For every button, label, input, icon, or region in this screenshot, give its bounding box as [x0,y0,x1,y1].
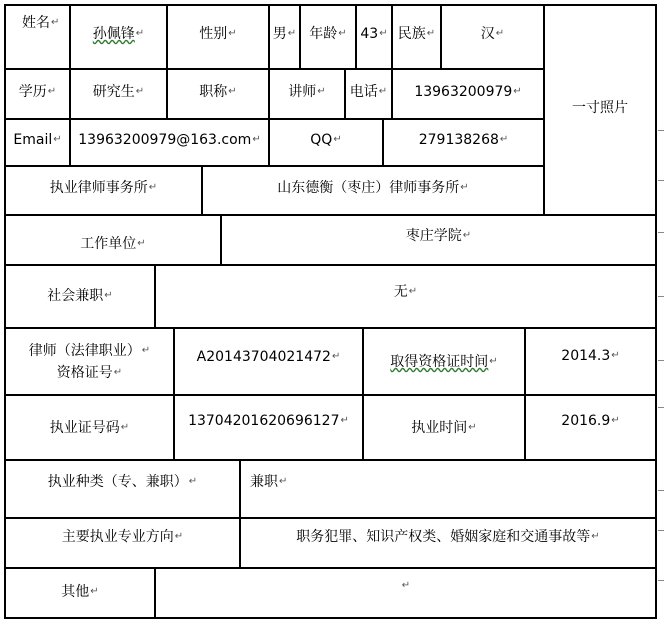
ethnicity-value: 汉 ↵ [480,26,505,42]
email-label: Email ↵ [13,132,62,148]
margin-mark [658,180,664,181]
cert-time-label: 取得资格证时间 ↵ [390,354,498,370]
row-divider [4,459,656,461]
specialty-label: 主要执业专业方向 ↵ [61,529,184,545]
row-divider [4,327,656,329]
margin-mark [658,296,664,297]
margin-mark [658,530,664,531]
row-divider [4,567,656,569]
row-divider [4,118,544,120]
cert-time-value: 2014.3 ↵ [561,348,620,364]
practice-type-label: 执业种类（专、兼职） ↵ [47,474,198,490]
margin-mark [658,232,664,233]
margin-mark [658,130,664,131]
age-label: 年龄 ↵ [309,26,347,42]
phone-label: 电话 ↵ [349,84,388,100]
education-label: 学历 ↵ [18,84,57,100]
table-border-right [655,4,657,619]
other-label: 其他 ↵ [61,584,99,600]
margin-mark [658,580,664,581]
phone-value: 13963200979 ↵ [414,84,522,100]
table-border-top [4,4,656,6]
margin-mark [658,490,664,491]
cert-value: A20143704021472 ↵ [196,349,341,365]
license-value: 13704201620696127 ↵ [188,413,349,429]
specialty-value: 职务犯罪、知识产权类、婚姻家庭和交通事故等 ↵ [296,529,600,545]
license-label: 执业证号码 ↵ [49,420,130,436]
social-value: 无 ↵ [393,284,418,300]
cert-label: 律师（法律职业）↵ 资格证号↵ [28,343,151,381]
firm-label: 执业律师事务所 ↵ [49,180,158,196]
row-divider [4,68,544,70]
row-divider [4,264,656,266]
table-border-bottom [4,617,656,619]
other-value: ↵ [401,580,411,591]
title-label: 职称 ↵ [199,84,237,100]
row-divider [4,214,656,216]
employer-value: 枣庄学院 ↵ [405,228,472,244]
employer-label: 工作单位 ↵ [80,236,146,252]
email-value: 13963200979@163.com ↵ [78,132,261,148]
margin-mark [658,360,664,361]
photo-placeholder: 一寸照片 [572,100,628,116]
gender-value: 男 ↵ [272,26,297,42]
qq-label: QQ ↵ [310,132,342,148]
row-divider [4,394,656,396]
license-time-label: 执业时间 ↵ [411,420,477,436]
name-value: 孙佩锋 ↵ [92,26,145,42]
margin-mark [658,407,664,408]
practice-type-value: 兼职 ↵ [250,474,288,490]
ethnicity-label: 民族 ↵ [397,26,436,42]
firm-value: 山东德衡（枣庄）律师事务所 ↵ [277,180,469,196]
age-value: 43 ↵ [360,26,388,42]
name-label: 姓名 ↵ [22,15,60,31]
social-label: 社会兼职 ↵ [47,288,113,304]
license-time-value: 2016.9 ↵ [561,413,620,429]
qq-value: 279138268 ↵ [418,132,509,148]
col-divider [239,459,241,567]
row-divider [4,165,544,167]
education-value: 研究生 ↵ [92,84,145,100]
title-value: 讲师 ↵ [288,84,326,100]
row-divider [4,517,656,519]
gender-label: 性别 ↵ [199,26,237,42]
